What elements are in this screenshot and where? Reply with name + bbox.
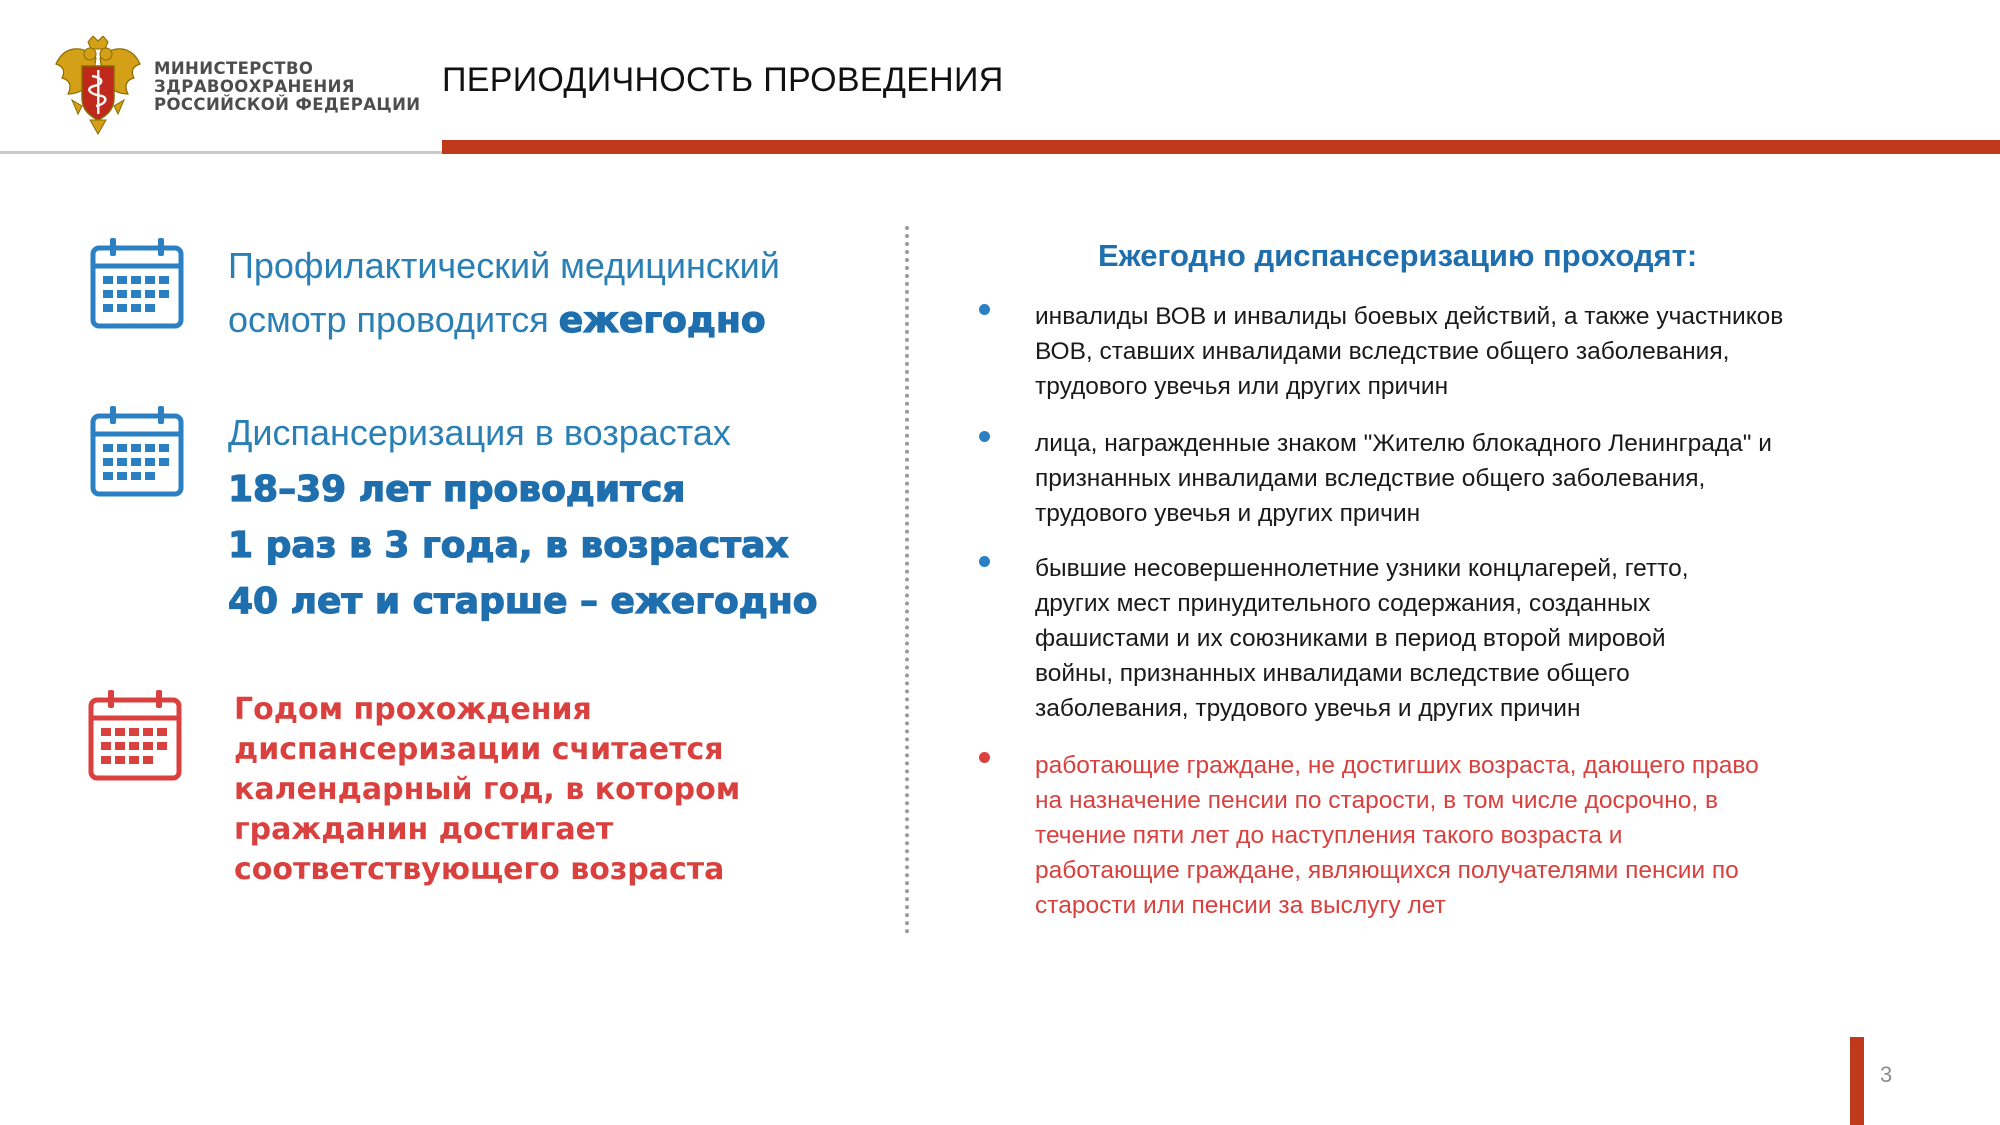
bullet-line: ВОВ, ставших инвалидами вследствие общего заболевания,	[1035, 338, 1730, 365]
dispensary-age-rules	[228, 462, 868, 630]
bullet-line: других мест принудительного содержания, созданных	[1035, 590, 1651, 617]
calendar-icon	[90, 236, 184, 330]
header-divider-red	[442, 140, 2000, 154]
dispensary-lead: Диспансеризация в возрастах	[228, 412, 731, 453]
bullet-line: на назначение пенсии по старости, в том числе досрочно, в	[1035, 787, 1719, 814]
bullet-item	[1035, 551, 1689, 726]
bullet-line: признанных инвалидами вследствие общего заболевания,	[1035, 465, 1706, 492]
note-line: гражданин достигает	[234, 812, 614, 847]
bullet-item	[1035, 426, 1772, 531]
note-line: Годом прохождения	[234, 692, 592, 727]
page-number: 3	[1880, 1062, 1893, 1087]
note-line: календарный год, в котором	[234, 772, 741, 807]
bullet-dot	[979, 556, 990, 567]
bullet-line: бывшие несовершеннолетние узники концлагерей, гетто,	[1035, 555, 1689, 582]
block1-line2	[228, 293, 868, 348]
age-rule-line: 40 лет и старше – ежегодно	[228, 581, 818, 622]
bullet-dot	[979, 431, 990, 442]
ministry-line: ЗДРАВООХРАНЕНИЯ	[154, 77, 355, 96]
bullet-dot	[979, 304, 990, 315]
block1-line2-prefix: осмотр проводится	[228, 299, 559, 340]
bullet-line: трудового увечья и других причин	[1035, 500, 1421, 527]
bullet-line: течение пяти лет до наступления такого возраста и	[1035, 822, 1623, 849]
ministry-line: МИНИСТЕРСТВО	[154, 59, 314, 78]
column-divider	[905, 226, 909, 934]
bullet-line: работающие граждане, не достигших возраста, дающего право	[1035, 752, 1759, 779]
bullet-item-working-citizens	[1035, 748, 1759, 923]
bullet-line: старости или пенсии за выслугу лет	[1035, 892, 1446, 919]
annual-checkup-text	[228, 239, 868, 348]
bullet-line: лица, награжденные знаком "Жителю блокадного Ленинграда" и	[1035, 430, 1772, 457]
block1-line1: Профилактический медицинский	[228, 245, 780, 286]
calendar-icon	[90, 404, 184, 498]
header-divider-grey	[0, 151, 442, 154]
block1-line2-bold: ежегодно	[558, 300, 766, 341]
note-line: соответствующего возраста	[234, 852, 725, 887]
bullet-line: фашистами и их союзниками в период второй мировой	[1035, 625, 1666, 652]
ministry-name	[154, 59, 421, 114]
bullet-dot	[979, 752, 990, 763]
bullet-line: работающие граждане, являющихся получателями пенсии по	[1035, 857, 1739, 884]
emblem-icon	[52, 36, 144, 136]
page-number-bar	[1850, 1037, 1864, 1125]
bullet-line: войны, признанных инвалидами вследствие общего	[1035, 660, 1630, 687]
calendar-icon	[88, 688, 182, 782]
age-rule-line: 18–39 лет проводится	[228, 469, 686, 510]
note-line: диспансеризации считается	[234, 732, 724, 767]
bullet-line: инвалиды ВОВ и инвалиды боевых действий, а также участников	[1035, 303, 1784, 330]
page-title: ПЕРИОДИЧНОСТЬ ПРОВЕДЕНИЯ	[442, 61, 1004, 99]
calendar-year-note	[234, 690, 794, 890]
age-rule-line: 1 раз в 3 года, в возрастах	[228, 525, 789, 566]
bullet-line: заболевания, трудового увечья и других причин	[1035, 695, 1581, 722]
bullet-line: трудового увечья или других причин	[1035, 373, 1449, 400]
bullet-item	[1035, 299, 1783, 404]
annual-list-heading: Ежегодно диспансеризацию проходят:	[1098, 238, 1698, 273]
ministry-line: РОССИЙСКОЙ ФЕДЕРАЦИИ	[154, 95, 421, 114]
